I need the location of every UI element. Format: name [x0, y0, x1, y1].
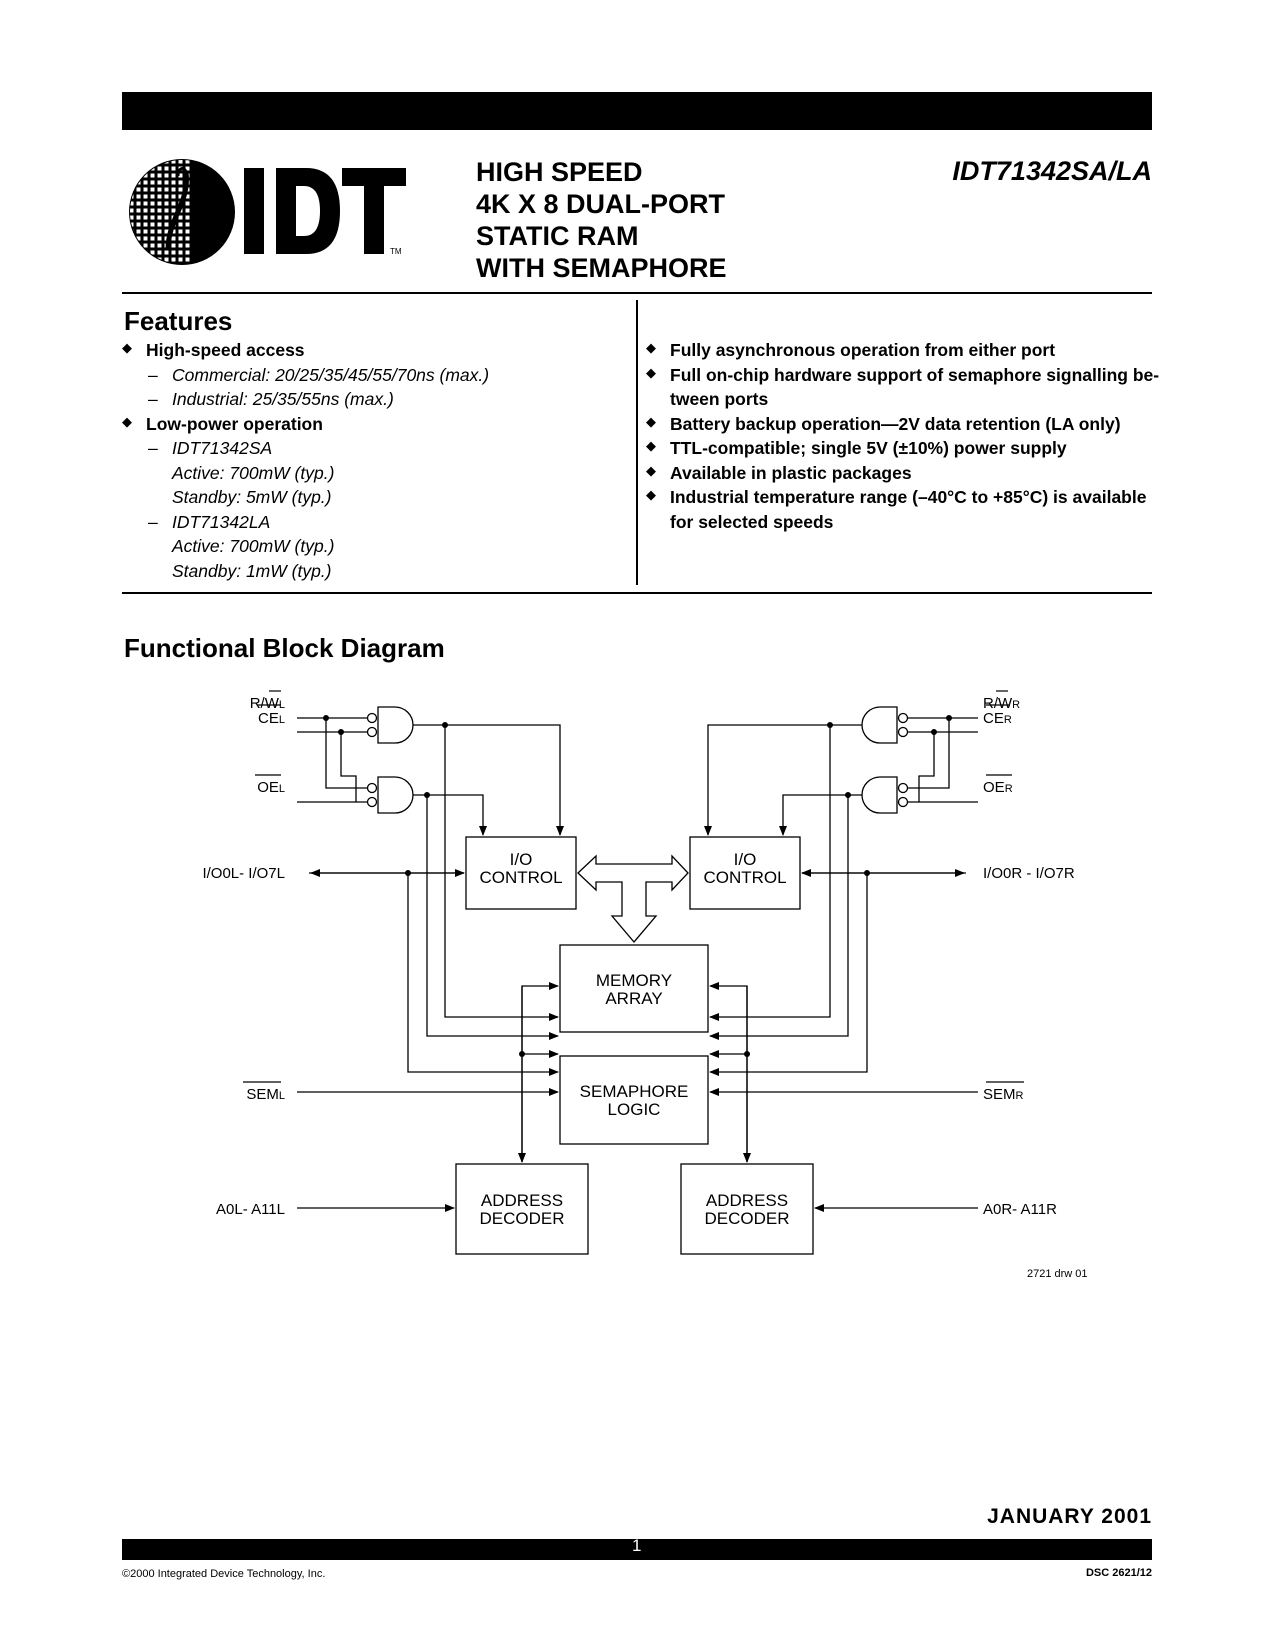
- title-line-1: HIGH SPEED: [476, 157, 643, 187]
- feature-text: for selected speeds: [670, 511, 834, 532]
- diagram-heading: Functional Block Diagram: [124, 633, 445, 663]
- and-gate-right-upper: [862, 707, 897, 743]
- idt-logo: [128, 158, 428, 266]
- feature-item: [646, 338, 1159, 363]
- functional-block-diagram: [0, 680, 1275, 1300]
- feature-text: tween ports: [670, 389, 769, 409]
- io-control-right-label-2: CONTROL: [703, 868, 787, 887]
- internal-data-bus: [578, 856, 688, 942]
- bullet-icon: ◆: [122, 340, 132, 355]
- dash-marker: –: [148, 511, 158, 532]
- and-gate-left-lower: [378, 777, 413, 813]
- feature-item: [148, 363, 490, 388]
- feature-item: [646, 412, 1159, 437]
- rw-right-label: R/WR: [983, 695, 1021, 712]
- and-gate-left-upper: [378, 707, 413, 743]
- feature-item: [148, 510, 489, 535]
- page-number: 1: [632, 1536, 642, 1555]
- ce-right-label: CER: [983, 710, 1012, 727]
- title-line-3: STATIC RAM: [476, 221, 639, 251]
- feature-text: Full on-chip hardware support of semaphore signalling be-: [670, 364, 1160, 385]
- feature-item: [172, 461, 489, 486]
- oe-right-label: OER: [983, 779, 1013, 796]
- feature-item: [122, 338, 489, 363]
- and-gate-right-lower: [862, 777, 897, 813]
- feature-text: Fully asynchronous operation from either port: [670, 340, 1056, 360]
- dash-marker: –: [148, 364, 158, 385]
- feature-text: Industrial: 25/35/55ns (max.): [172, 389, 394, 409]
- features-heading: Features: [124, 306, 233, 336]
- memory-array-label-2: ARRAY: [605, 989, 663, 1008]
- feature-text: Standby: 5mW (typ.): [172, 487, 332, 507]
- feature-text: Active: 700mW (typ.): [172, 536, 335, 556]
- io-control-left-label-1: I/O: [509, 850, 533, 869]
- bullet-icon: ◆: [646, 487, 656, 502]
- ce-left-label: CEL: [258, 710, 285, 727]
- address-left-label: A0L- A11L: [216, 1201, 285, 1218]
- bullet-icon: ◆: [122, 413, 132, 429]
- divider-bottom: [122, 592, 1152, 594]
- drawing-number: 2721 drw 01: [1027, 1268, 1088, 1280]
- address-decoder-left-label-2: DECODER: [479, 1209, 565, 1228]
- feature-text: High-speed access: [146, 340, 305, 360]
- io-control-right-label-1: I/O: [733, 850, 757, 869]
- address-decoder-right-label-1: ADDRESS: [705, 1191, 789, 1210]
- feature-item: [646, 461, 1159, 486]
- feature-item: [646, 363, 1160, 388]
- feature-item: [148, 387, 489, 412]
- publication-date: JANUARY 2001: [987, 1505, 1152, 1528]
- feature-text: IDT71342SA: [172, 438, 273, 458]
- document-title: [476, 156, 727, 284]
- feature-text: TTL-compatible; single 5V (±10%) power supply: [670, 438, 1067, 458]
- oe-left-label: OEL: [257, 779, 285, 796]
- io-control-left-label-2: CONTROL: [479, 868, 563, 887]
- feature-text: Available in plastic packages: [670, 462, 912, 483]
- document-number: DSC 2621/12: [1085, 1567, 1152, 1579]
- feature-text: Low-power operation: [146, 413, 323, 434]
- address-decoder-left-label-1: ADDRESS: [480, 1191, 564, 1210]
- title-line-2: 4K X 8 DUAL-PORT: [476, 189, 726, 219]
- divider-vertical: [636, 300, 638, 585]
- dash-marker: –: [148, 389, 158, 409]
- feature-text: Standby: 1mW (typ.): [172, 560, 332, 581]
- feature-text: Active: 700mW (typ.): [172, 462, 335, 483]
- title-line-4: WITH SEMAPHORE: [476, 253, 727, 283]
- features-left-column: [122, 338, 490, 583]
- io-bus-left-label: I/O0L- I/O7L: [202, 865, 285, 882]
- semaphore-logic-label-1: SEMAPHORE: [579, 1082, 689, 1101]
- bullet-icon: ◆: [646, 438, 656, 453]
- feature-item: [148, 436, 489, 461]
- semaphore-logic-label-2: LOGIC: [607, 1100, 661, 1119]
- bullet-icon: ◆: [646, 340, 656, 355]
- address-decoder-right-label-2: DECODER: [704, 1209, 790, 1228]
- sem-right-label: SEMR: [983, 1086, 1024, 1103]
- rw-left-label: R/WL: [249, 695, 285, 712]
- feature-item: [646, 436, 1159, 461]
- feature-item: [172, 534, 489, 559]
- feature-text: Commercial: 20/25/35/45/55/70ns (max.): [172, 364, 490, 385]
- feature-text: Battery backup operation—2V data retention (LA only): [670, 413, 1121, 434]
- io-bus-right-label: I/O0R - I/O7R: [983, 865, 1075, 882]
- divider-top: [122, 292, 1152, 294]
- feature-item: [646, 485, 1159, 510]
- feature-text: IDT71342LA: [172, 511, 271, 532]
- dash-marker: –: [148, 438, 158, 458]
- feature-item: [122, 412, 489, 437]
- trademark-label: TM: [390, 247, 402, 256]
- features-right-column: [646, 338, 1160, 534]
- feature-item: [670, 510, 1159, 535]
- sem-left-label: SEML: [246, 1086, 285, 1103]
- bullet-icon: ◆: [646, 462, 656, 478]
- part-number: IDT71342SA/LA: [952, 156, 1152, 186]
- address-right-label: A0R- A11R: [983, 1201, 1057, 1218]
- copyright-notice: ©2000 Integrated Device Technology, Inc.: [122, 1568, 326, 1580]
- feature-item: [172, 485, 489, 510]
- top-bar: [122, 92, 1152, 130]
- feature-item: [172, 559, 489, 584]
- bullet-icon: ◆: [646, 364, 656, 380]
- bullet-icon: ◆: [646, 413, 656, 429]
- feature-item: [670, 387, 1159, 412]
- memory-array-label-1: MEMORY: [595, 971, 673, 990]
- feature-text: Industrial temperature range (–40°C to +85°C) is available: [670, 487, 1147, 507]
